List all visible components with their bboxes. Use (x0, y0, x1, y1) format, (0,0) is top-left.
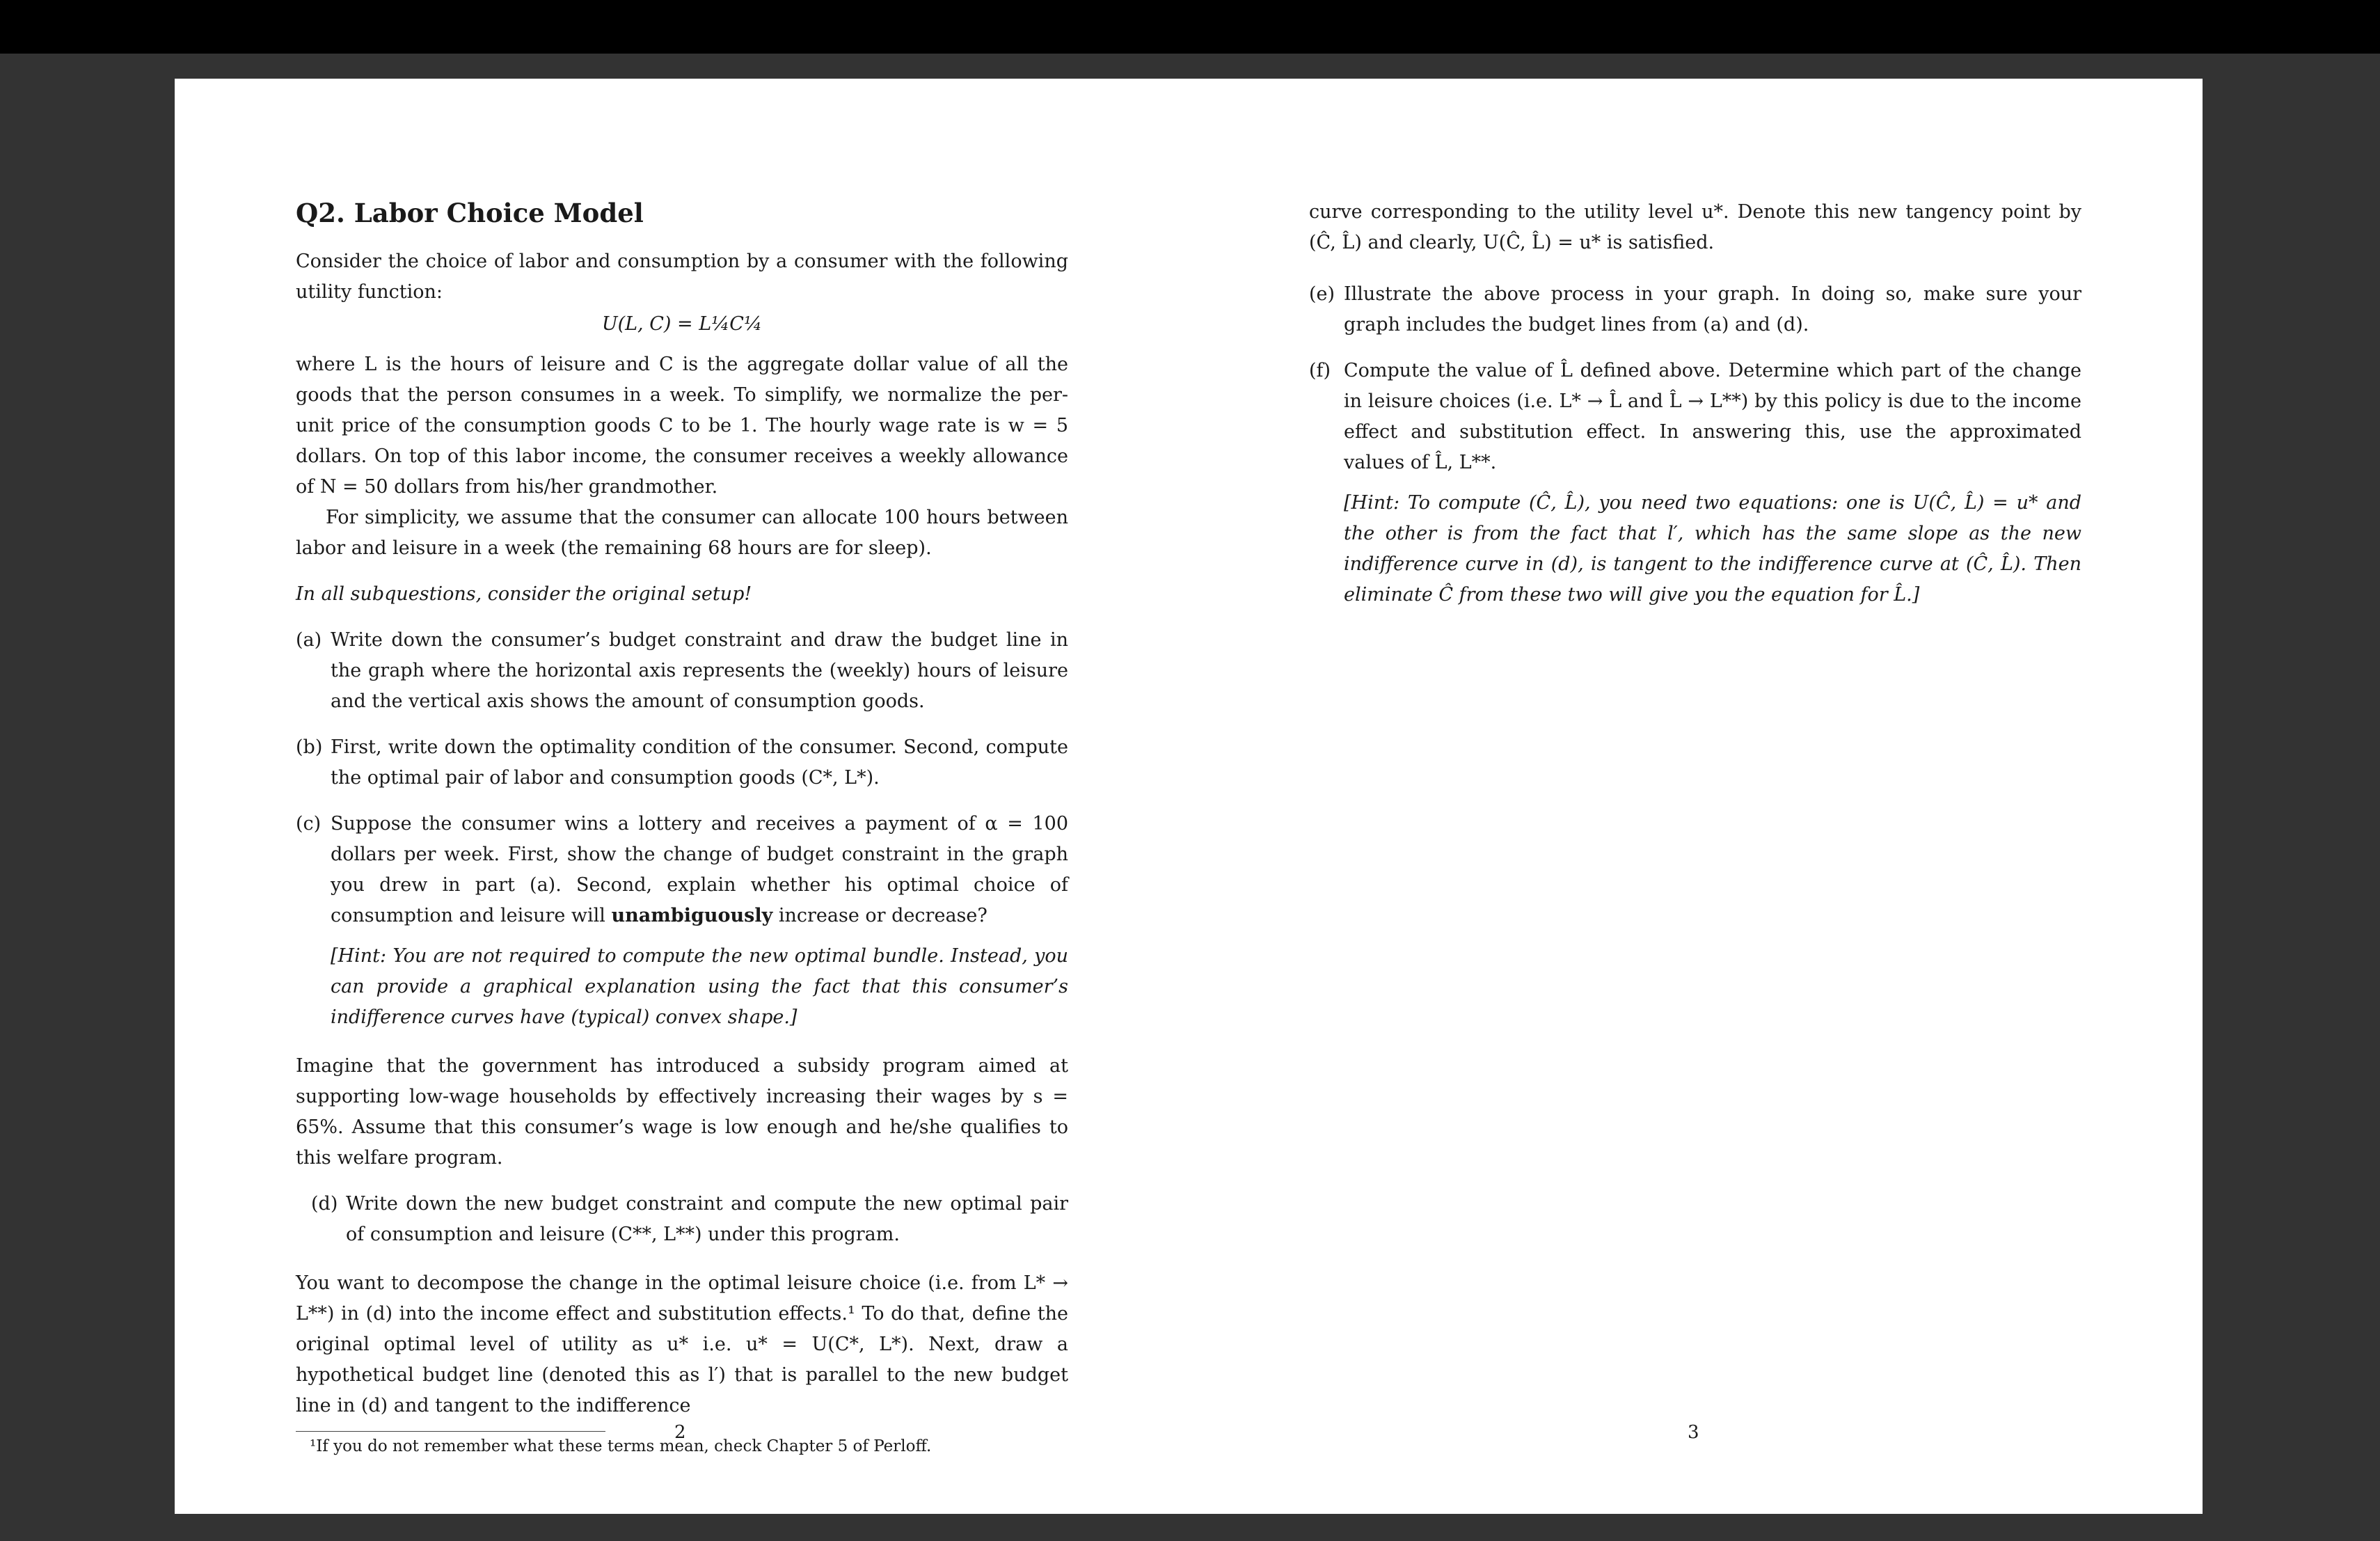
question-f-hint: [Hint: To compute (Ĉ, L̂), you need two equations: one is U(Ĉ, L̂) = u* and the other is from the fact that l′, which has the same slope as the new indifference curve in (d), is tangent to the indifference curve at (Ĉ, L̂). Then eliminate Ĉ from these two will give you the equation for L̂.] (1344, 492, 2081, 606)
subsidy-paragraph: Imagine that the government has introduced a subsidy program aimed at supporting low-wage households by effectively increasing their wages by s = 65%. Assume that this consumer’s wage is low enough and he/she qualifies to this welfare program. (296, 1055, 1068, 1169)
question-c (296, 809, 1068, 1033)
question-c-hint: [Hint: You are not required to compute the new optimal bundle. Instead, you can provide a graphical explanation using the fact that this consumer’s indifference curves have (typical) convex shape.] (331, 945, 1068, 1028)
question-c-label: (c) (296, 813, 322, 835)
question-f (1309, 356, 2081, 610)
page-number-right: 3 (1688, 1422, 1699, 1443)
question-b-label: (b) (296, 736, 323, 758)
decompose-paragraph: You want to decompose the change in the optimal leisure choice (i.e. from L* → L**) in (d) into the income effect and substitution effects.¹ To do that, define the original optimal level of utility as u* i.e. u* = U(C*, L*). Next, draw a hypothetical budget line (denoted this as l′) that is parallel to the new budget line in (d) and tangent to the indifference (296, 1272, 1068, 1416)
question-e-text: Illustrate the above process in your graph. In doing so, make sure your graph includes the budget lines from (a) and (d). (1344, 283, 2081, 335)
question-c-bold: unambiguously (611, 905, 773, 926)
question-f-label: (f) (1309, 360, 1331, 381)
simplicity-paragraph: For simplicity, we assume that the consumer can allocate 100 hours between labor and leisure in a week (the remaining 68 hours are for sleep). (296, 507, 1068, 559)
question-b (296, 732, 1068, 793)
question-c-text (331, 809, 1068, 931)
footnote: ¹If you do not remember what these terms mean, check Chapter 5 of Perloff. (310, 1437, 932, 1455)
where-paragraph: where L is the hours of leisure and C is the aggregate dollar value of all the goods that the person consumes in a week. To simplify, we normalize the per-unit price of the consumption goods C to be 1. The hourly wage rate is w = 5 dollars. On top of this labor income, the consumer receives a weekly allowance of N = 50 dollars from his/her grandmother. (296, 354, 1068, 498)
viewer-top-bar (0, 0, 2380, 54)
question-d-text: Write down the new budget constraint and compute the new optimal pair of consumption and leisure (C**, L**) under this program. (346, 1193, 1068, 1245)
question-a-label: (a) (296, 629, 322, 651)
document-spread (175, 79, 2203, 1514)
question-d (296, 1189, 1068, 1250)
question-f-text: Compute the value of L̂ defined above. Determine which part of the change in leisure choices (i.e. L* → L̂ and L̂ → L**) by this policy is due to the income effect and substitution effect. In answering this, use the approximated values of L̂, L**. (1344, 360, 2081, 473)
question-c-text-post: increase or decrease? (772, 905, 987, 926)
question-d-label: (d) (311, 1193, 338, 1215)
question-a (296, 625, 1068, 717)
page-left (296, 195, 1068, 1458)
subquestion-note: In all subquestions, consider the original setup! (296, 583, 752, 605)
page-right (1309, 197, 2081, 610)
question-b-text: First, write down the optimality condition of the consumer. Second, compute the optimal pair of labor and consumption goods (C*, L*). (331, 736, 1068, 789)
intro-paragraph: Consider the choice of labor and consumption by a consumer with the following utility function: (296, 251, 1068, 303)
question-e (1309, 279, 2081, 340)
page-number-left: 2 (674, 1422, 686, 1443)
question-a-text: Write down the consumer’s budget constraint and draw the budget line in the graph where the horizontal axis represents the (weekly) hours of leisure and the vertical axis shows the amount of consumption goods. (331, 629, 1068, 712)
footnote-rule (296, 1431, 605, 1432)
question-c-text-pre: Suppose the consumer wins a lottery and receives a payment of α = 100 dollars per week. First, show the change of budget constraint in the graph you drew in part (a). Second, explain whether his optimal choice of consumption and leisure will (331, 813, 1068, 926)
section-title: Q2. Labor Choice Model (296, 198, 644, 228)
question-e-label: (e) (1309, 283, 1335, 305)
continued-paragraph: curve corresponding to the utility level u*. Denote this new tangency point by (Ĉ, L̂) and clearly, U(Ĉ, L̂) = u* is satisfied. (1309, 201, 2081, 253)
utility-equation: U(L, C) = L¼C¼ (601, 313, 763, 335)
